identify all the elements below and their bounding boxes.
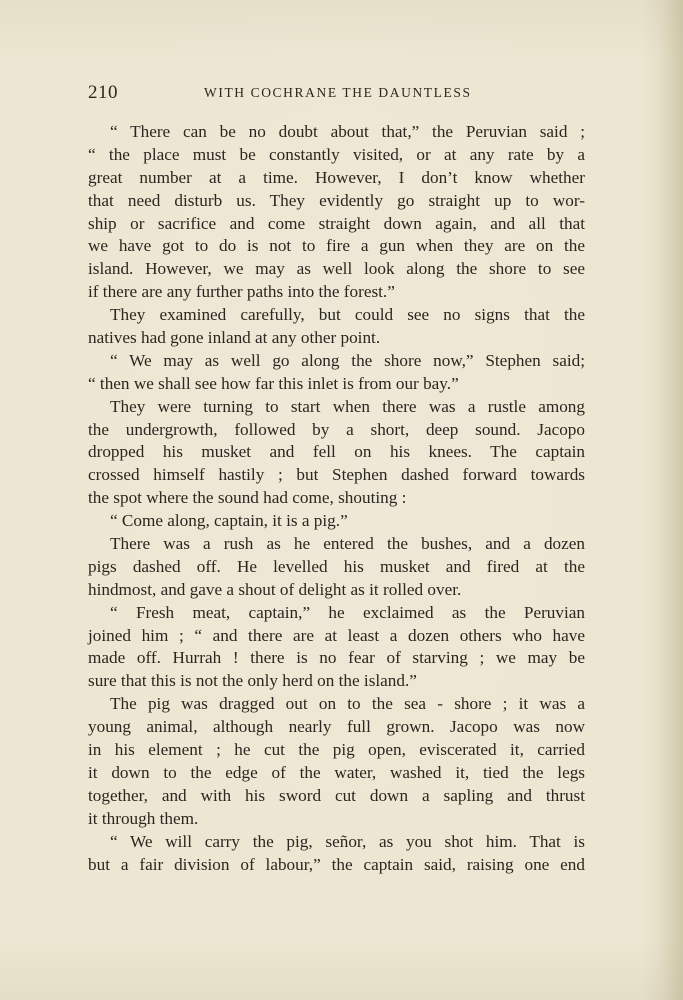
page-header [88, 82, 585, 106]
page-number: 210 [88, 82, 118, 103]
text-line: There was a rush as he entered the bushes, and a dozen [110, 534, 585, 554]
text-line: together, and with his sword cut down a sapling and thrust [88, 785, 585, 805]
text-line: if there are any further paths into the forest.” [88, 282, 395, 302]
text-line: The pig was dragged out on to the sea - shore ; it was a [110, 694, 585, 714]
text-line: it down to the edge of the water, washed it, tied the legs [88, 762, 585, 782]
text-line: crossed himself hastily ; but Stephen dashed forward towards [88, 465, 585, 485]
text-line: made off. Hurrah ! there is no fear of starving ; we may be [88, 648, 585, 668]
text-line: “ Come along, captain, it is a pig.” [110, 511, 348, 531]
text-line: joined him ; “ and there are at least a dozen others who have [88, 625, 585, 645]
text-line: natives had gone inland at any other point. [88, 328, 381, 348]
text-line: sure that this is not the only herd on the island.” [88, 671, 417, 691]
text-line: They examined carefully, but could see no signs that the [110, 305, 585, 325]
text-line: “ the place must be constantly visited, or at any rate by a [88, 144, 585, 164]
text-line: but a fair division of labour,” the captain said, raising one end [88, 854, 585, 874]
text-line: “ There can be no doubt about that,” the Peruvian said ; [110, 122, 585, 141]
text-line: we have got to do is not to fire a gun when they are on the [88, 236, 585, 256]
text-line: it through them. [88, 808, 199, 828]
text-line: “ We may as well go along the shore now,” Stephen said; [110, 350, 585, 370]
text-line: “ Fresh meat, captain,” he exclaimed as the Peruvian [110, 602, 585, 622]
page-edge-shadow [661, 0, 683, 1000]
text-line: the spot where the sound had come, shouting : [88, 488, 407, 508]
text-line: pigs dashed off. He levelled his musket and fired at the [88, 556, 585, 576]
text-line: that need disturb us. They evidently go straight up to wor- [88, 190, 585, 210]
text-line: They were turning to start when there was a rustle among [110, 396, 585, 416]
body-text [88, 121, 585, 876]
text-line: great number at a time. However, I don’t know whether [88, 167, 585, 187]
text-line: hindmost, and gave a shout of delight as it rolled over. [88, 579, 462, 599]
text-line: in his element ; he cut the pig open, eviscerated it, carried [88, 740, 585, 760]
text-line: island. However, we may as well look along the shore to see [88, 259, 585, 279]
text-line: the undergrowth, followed by a short, deep sound. Jacopo [88, 419, 585, 439]
running-title: WITH COCHRANE THE DAUNTLESS [204, 85, 472, 100]
text-line: dropped his musket and fell on his knees. The captain [88, 442, 585, 462]
text-line: ship or sacrifice and come straight down again, and all that [88, 213, 585, 233]
text-line: “ We will carry the pig, señor, as you shot him. That is [110, 831, 585, 851]
text-line: young animal, although nearly full grown. Jacopo was now [88, 717, 585, 737]
text-line: “ then we shall see how far this inlet is from our bay.” [88, 373, 459, 393]
